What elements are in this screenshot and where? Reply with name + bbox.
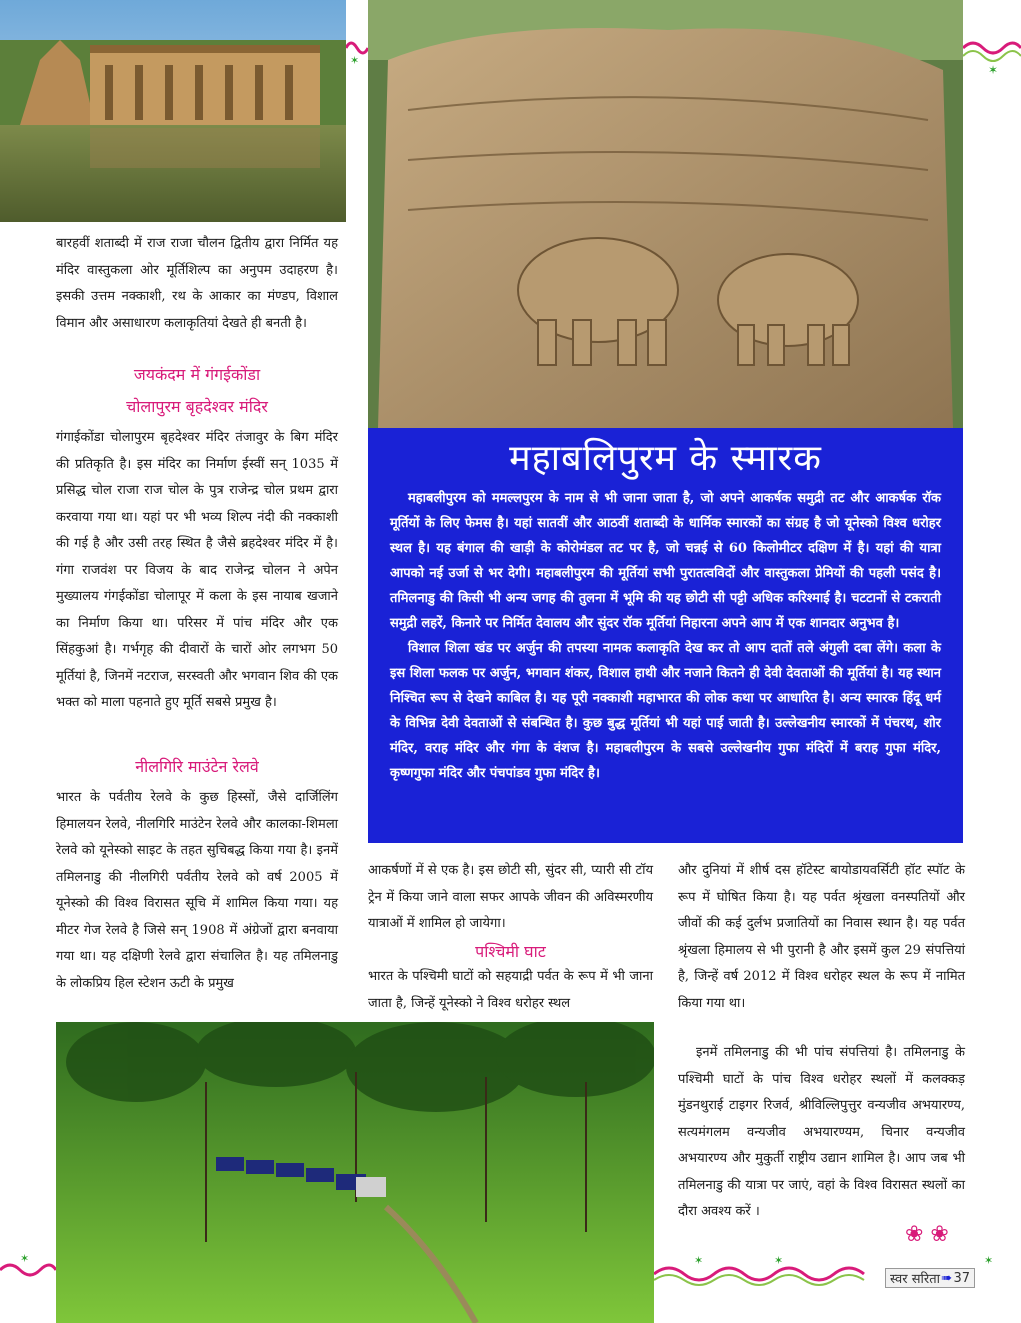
page-number: 37 — [953, 1270, 970, 1286]
decorative-border-top — [963, 38, 1021, 78]
arjuna-penance-photo — [368, 0, 963, 428]
western-ghats-right-1: और दुनियां में शीर्ष दस हॉटेस्ट बायोडायवर्सिटी हॉट स्पॉट के रूप में घोषित किया है। यह पर्वत श्रृंखला वनस्पतियों और जीवों की कई दुर्लभ प्रजातियों का निवास स्थान है। यह पर्वत श्रृंखला हिमालय से भी पुरानी है और इसमें कुल 29 संपत्तियां है, जिन्हें वर्ष 2012 में विश्व धरोहर स्थल के रूप में नामित किया गया था। — [678, 863, 965, 1011]
temple-photo — [0, 0, 346, 222]
heading-nilgiri-railway: नीलगिरि माउंटेन रेलवे — [135, 757, 259, 776]
decorative-border-bottom — [0, 1250, 56, 1290]
temple-description: बारहवीं शताब्दी में राज राजा चौलन द्वितीय द्वारा निर्मित यह मंदिर वास्तुकला ओर मूर्तिशिल्प का अनुपम उदाहरण है। इसकी उत्तम नक्काशी, रथ के आकार का मंण्डप, विशाल विमान और असाधारण कलाकृतियां देखते ही बनती है। — [56, 236, 338, 331]
heading-gangaikonda-line1: जयकंदम में गंगईकोंडा — [133, 365, 261, 384]
heading-gangaikonda-line2: चोलापुरम बृहदेश्वर मंदिर — [126, 397, 268, 416]
mahabalipuram-paragraph-1: महाबलीपुरम को ममल्लपुरम के नाम से भी जाना जाता है, जो अपने आकर्षक समुद्री तट और आकर्षक रॉक मूर्तियों के लिए फेमस है। यहां सातवीं और आठवीं शताब्दी के धार्मिक स्मारकों का संग्रह है जो यूनेस्को विश्व धरोहर स्थल है। यह बंगाल की खाड़ी के कोरोमंडल तट पर है, जो चन्नई से 60 किलोमीटर दक्षिण में है। यहां की यात्रा आपको नई उर्जा से भर देगी। महाबलीपुरम की मूर्तियां सभी पुरातत्वविदों और वास्तुकला प्रेमियों की पहली पसंद है। तमिलनाडु की किसी भी अन्य जगह की तुलना में भूमि की यह छोटी सी पट्टी अधिक करिश्माई है। चटटानों से टकराती समुद्री लहरें, किनारे पर निर्मित देवालय और सुंदर रॉक मूर्तियां निहारना अपने आप में एक शानदार अनुभव है। — [390, 491, 941, 631]
heading-western-ghats: पश्चिमी घाट — [475, 942, 546, 961]
nilgiri-description: भारत के पर्वतीय रेलवे के कुछ हिस्सों, जैसे दार्जिलिंग हिमालयन रेलवे, नीलगिरि माउंटेन रेलवे और कालका-शिमला रेलवे को यूनेस्को साइट के तहत सुचिबद्ध किया गया है। इनमें तमिलनाडु की नीलगिरी पर्वतीय रेलवे को वर्ष 2005 में यूनेस्को की विश्व विरासत सूचि में शामिल किया गया। यह मीटर गेज रेलवे है जिसे सन् 1908 में अंग्रेजों द्वारा बनवाया गया था। यह दक्षिणी रेलवे द्वारा संचालित है। यह तमिलनाडु के लोकप्रिय हिल स्टेशन ऊटी के प्रमुख — [56, 790, 338, 991]
western-ghats-description: भारत के पश्चिमी घाटों को सहयाद्री पर्वत के रूप में भी जाना जाता है, जिन्हें यूनेस्को ने विश्व धरोहर स्थल — [368, 969, 653, 1011]
svg-text:✶: ✶ — [350, 54, 360, 67]
nilgiri-continued: आकर्षणों में से एक है। इस छोटी सी, सुंदर सी, प्यारी सी टॉय ट्रेन में किया जाने वाला सफर आपके जीवन की अविस्मरणीय यात्राओं में शामिल हो जायेगा। — [368, 863, 653, 931]
gangaikonda-description: गंगाईकोंडा चोलापुरम बृहदेश्वर मंदिर तंजावुर के बिग मंदिर की प्रतिकृति है। इस मंदिर का निर्माण ईस्वीं सन् 1035 में प्रसिद्ध चोल राजा राज चोल के पुत्र राजेन्द्र चोल प्रथम द्वारा करवाया गया था। यहां पर भी भव्य शिल्प नंदी की नक्काशी की गई है और उसी तरह स्थित है जैसे ब्रहदेश्वर मंदिर में है। गंगा राजवंश पर विजय के बाद राजेन्द्र चोलन ने अपेन मुख्यालय गंगईकोंडा चोलापूर में कला के इस नायाब खजाने का निर्माण किया था। परिसर में पांच मंदिर और एक सिंहकुआं है। गर्भगृह की दीवारों के चारों ओर लगभग 50 मूर्तियां है, जिनमें नटराज, सरस्वती और भगवान शिव की एक भक्त को माला पहनाते हुए मूर्ति सबसे प्रमुख है। — [56, 430, 338, 710]
flower-ornament-icon: ❀ ❀ — [905, 1222, 949, 1247]
svg-text:✶: ✶ — [20, 1252, 30, 1265]
western-ghats-right-2: इनमें तमिलनाडु की भी पांच संपत्तियां है। तमिलनाडु के पश्चिमी घाटों के पांच विश्व धरोहर स्थलों में कलक्कड़ मुंडनथुराई टाइगर रिजर्व, श्रीविल्लिपुत्तुर वन्यजीव अभयारण्य, सत्यमंगलम वन्यजीव अभयारण्यम, चिनार वन्यजीव अभयारण्य और मुकुर्ती राष्ट्रीय उद्यान शामिल है। आप जब भी तमिलनाडु की यात्रा पर जाएं, वहां के विश्व विरासत स्थलों का दौरा अवश्य करें । — [678, 1045, 965, 1219]
decorative-border-top-left — [346, 38, 368, 68]
mahabalipuram-title: महाबलिपुरम के स्मारक — [509, 438, 822, 479]
magazine-name: स्वर सरिता — [890, 1272, 940, 1287]
svg-text:✶: ✶ — [694, 1254, 704, 1267]
page-footer — [885, 1268, 975, 1288]
mahabalipuram-paragraph-2: विशाल शिला खंड पर अर्जुन की तपस्या नामक कलाकृति देख कर तो आप दातों तले अंगुली दबा लेंगे। कला के इस शिला फलक पर अर्जुन, भगवान शंकर, विशाल हाथी और नजाने कितने ही देवी देवताओं की मूर्तियां है। यह स्थान निश्चित रूप से देखने काबिल है। यह पूरी नक्काशी महाभारत की लोक कथा पर आधारित है। अन्य स्मारक हिंदू धर्म के विभिन्न देवी देवताओं से संबन्धित है। कुछ बुद्ध मूर्तियां भी यहां पाई जाती है। उल्लेखनीय स्मारकों में पंचरथ, शोर मंदिर, वराह मंदिर और गंगा के वंशज है। महाबलीपुरम के सबसे उल्लेखनीय गुफा मंदिरों में बराह गुफा मंदिर, कृष्णगुफा मंदिर और पंचपांडव गुफा मंदिर है। — [390, 641, 941, 781]
svg-text:✶: ✶ — [988, 63, 999, 77]
arrow-icon: ➠ — [941, 1270, 953, 1286]
svg-text:✶: ✶ — [774, 1254, 784, 1267]
svg-text:✶: ✶ — [984, 1254, 994, 1267]
nilgiri-train-photo — [56, 1022, 654, 1323]
mahabalipuram-box — [368, 428, 963, 843]
